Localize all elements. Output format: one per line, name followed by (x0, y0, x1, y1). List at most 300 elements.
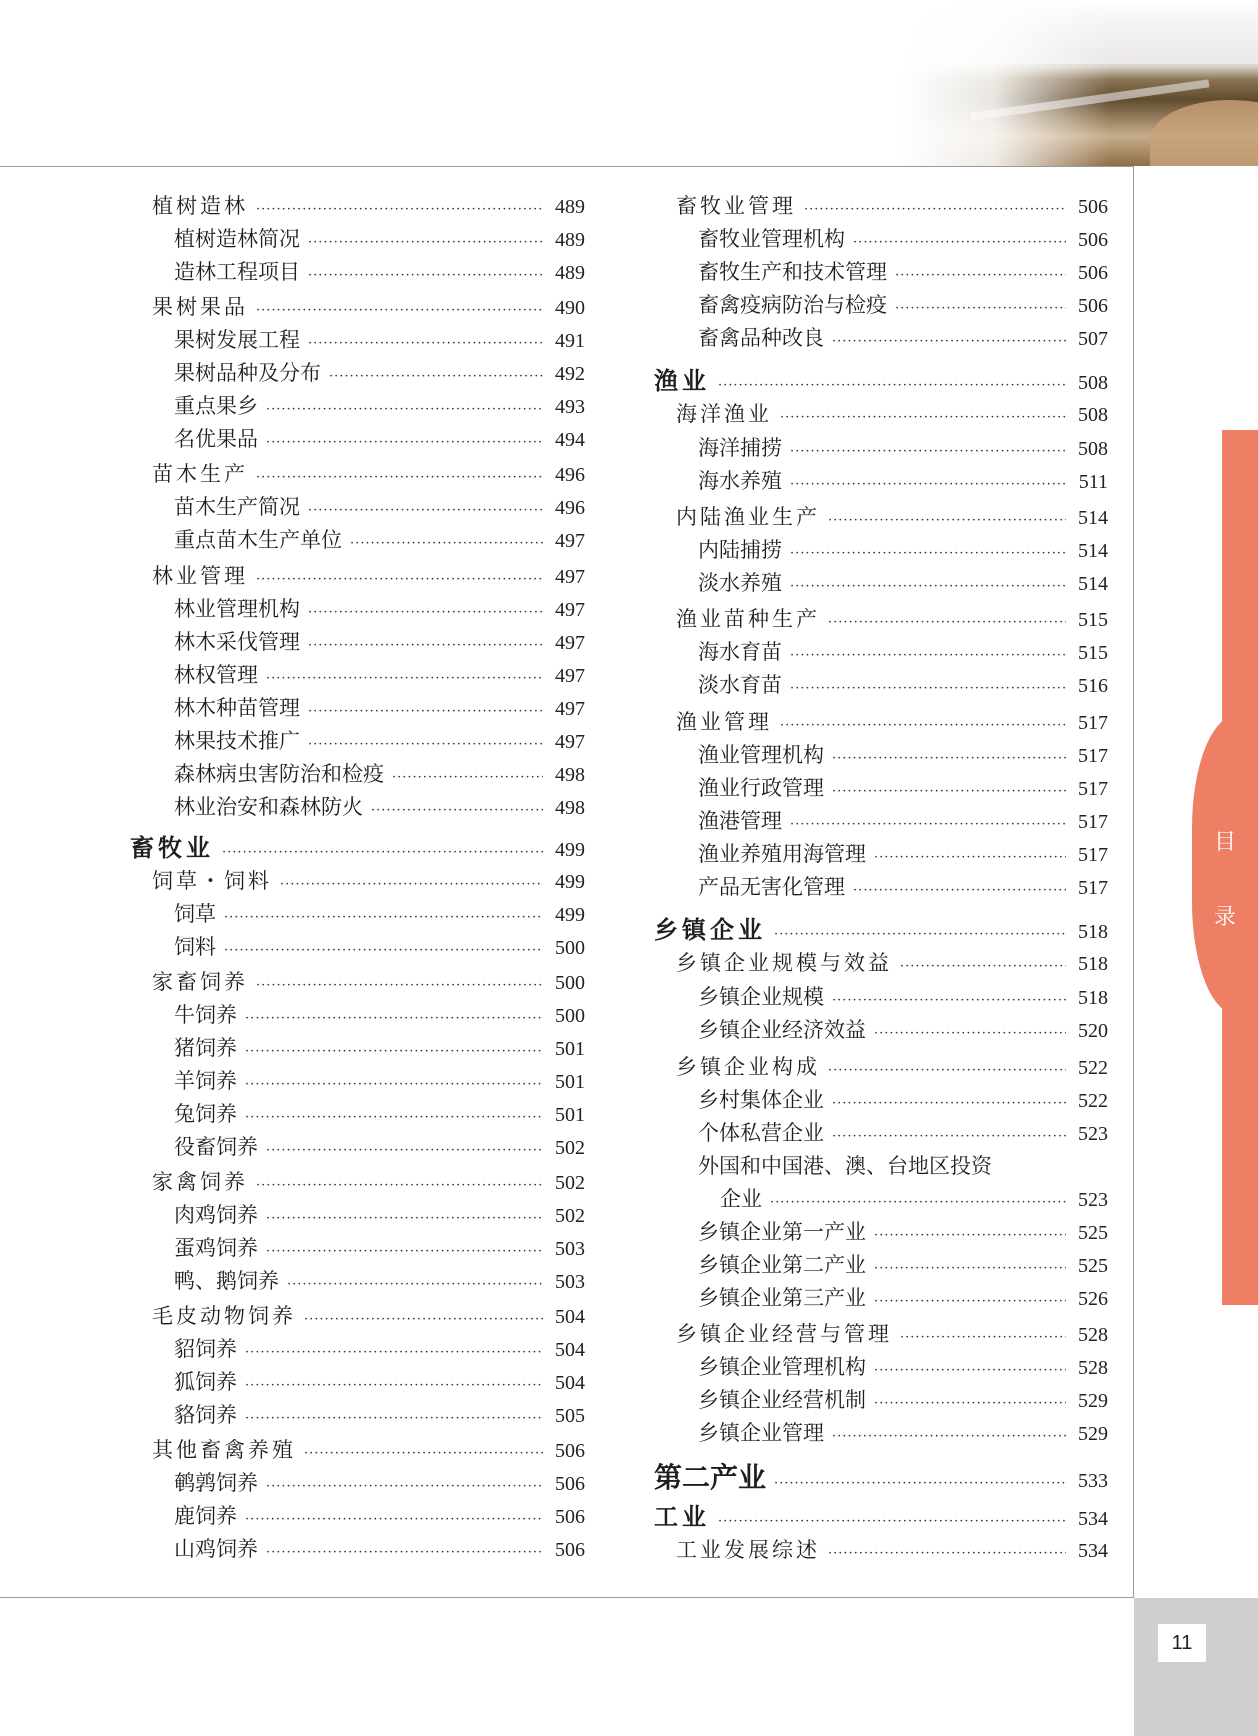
toc-entry-title: 海洋渔业 (676, 402, 772, 426)
toc-entry-page: 514 (1078, 573, 1108, 595)
toc-leader-dots (804, 202, 1066, 217)
toc-entry[interactable] (174, 1333, 585, 1363)
toc-entry[interactable] (174, 491, 585, 521)
toc-entry[interactable] (698, 322, 1108, 352)
toc-leader-dots (308, 235, 543, 250)
toc-leader-dots (874, 1026, 1066, 1041)
toc-leader-dots (304, 1312, 543, 1327)
toc-entry-page: 499 (555, 839, 585, 861)
toc-entry-page: 489 (555, 262, 585, 284)
toc-entry-title: 乡镇企业第二产业 (698, 1253, 866, 1277)
toc-entry-title: 畜牧业管理机构 (698, 227, 845, 251)
toc-entry[interactable] (676, 1318, 1108, 1348)
toc-entry-page: 520 (1078, 1020, 1108, 1042)
toc-leader-dots (329, 369, 543, 384)
toc-entry-page: 506 (555, 1506, 585, 1528)
toc-entry[interactable] (676, 706, 1108, 736)
toc-entry-title: 畜牧业 (130, 833, 214, 862)
toc-entry[interactable] (174, 1265, 585, 1295)
toc-entry-title: 乡镇企业经济效益 (698, 1018, 866, 1042)
toc-entry-title: 乡镇企业经营机制 (698, 1388, 866, 1412)
toc-entry-title: 饲草・饲料 (152, 869, 272, 893)
toc-entry-page: 529 (1078, 1423, 1108, 1445)
toc-leader-dots (895, 301, 1066, 316)
toc-entry-title: 工业发展综述 (676, 1538, 820, 1562)
toc-entry[interactable] (152, 1434, 585, 1464)
toc-entry-title: 企业 (720, 1187, 762, 1211)
toc-entry[interactable] (174, 324, 585, 354)
bottom-rule (0, 1597, 1134, 1598)
toc-leader-dots (308, 503, 543, 518)
toc-leader-dots (832, 1429, 1066, 1444)
toc-entry[interactable] (152, 1300, 585, 1330)
toc-entry-page: 497 (555, 698, 585, 720)
toc-entry-title: 狐饲养 (174, 1370, 237, 1394)
toc-leader-dots (224, 910, 543, 925)
toc-leader-dots (280, 877, 543, 892)
toc-entry-page: 508 (1078, 372, 1108, 394)
toc-leader-dots (266, 1479, 543, 1494)
toc-leader-dots (308, 268, 543, 283)
toc-entry-page: 526 (1078, 1288, 1108, 1310)
toc-entry-title: 外国和中国港、澳、台地区投资 (698, 1154, 992, 1178)
toc-entry[interactable] (676, 501, 1108, 531)
toc-entry-page: 498 (555, 797, 585, 819)
toc-leader-dots (853, 883, 1066, 898)
toc-entry[interactable] (698, 871, 1108, 901)
toc-entry-page: 496 (555, 497, 585, 519)
toc-leader-dots (350, 536, 543, 551)
toc-leader-dots (718, 1514, 1066, 1529)
toc-entry-page: 522 (1078, 1057, 1108, 1079)
toc-entry[interactable] (698, 805, 1108, 835)
toc-leader-dots (874, 850, 1066, 865)
toc-entry-page: 489 (555, 229, 585, 251)
toc-entry-title: 乡镇企业第一产业 (698, 1220, 866, 1244)
toc-entry-title: 渔业养殖用海管理 (698, 842, 866, 866)
toc-entry[interactable] (698, 1216, 1108, 1246)
toc-entry-page: 493 (555, 396, 585, 418)
toc-entry[interactable] (676, 1051, 1108, 1081)
toc-entry[interactable] (698, 1084, 1108, 1114)
toc-entry-page: 525 (1078, 1255, 1108, 1277)
toc-entry-title: 饲草 (174, 902, 216, 926)
toc-entry[interactable] (152, 560, 585, 590)
toc-entry-title: 海水养殖 (698, 469, 782, 493)
toc-entry-page: 515 (1078, 609, 1108, 631)
toc-entry-page: 501 (555, 1104, 585, 1126)
toc-leader-dots (874, 1261, 1066, 1276)
toc-entry-title: 产品无害化管理 (698, 875, 845, 899)
toc-leader-dots (266, 1545, 543, 1560)
toc-entry-page: 506 (1078, 229, 1108, 251)
toc-entry-title: 个体私营企业 (698, 1121, 824, 1145)
toc-leader-dots (245, 1110, 543, 1125)
toc-entry-title: 林木采伐管理 (174, 630, 300, 654)
toc-entry-page: 494 (555, 429, 585, 451)
toc-leader-dots (874, 1294, 1066, 1309)
toc-leader-dots (828, 513, 1066, 528)
toc-leader-dots (770, 1195, 1066, 1210)
toc-entry-title: 林权管理 (174, 663, 258, 687)
toc-entry-title: 役畜饲养 (174, 1135, 258, 1159)
toc-entry-title: 饲料 (174, 935, 216, 959)
toc-entry-title: 苗木生产简况 (174, 495, 300, 519)
toc-entry[interactable] (174, 692, 585, 722)
toc-entry-page: 502 (555, 1205, 585, 1227)
toc-entry-title: 山鸡饲养 (174, 1537, 258, 1561)
toc-entry-title: 渔港管理 (698, 809, 782, 833)
toc-entry-page: 506 (1078, 262, 1108, 284)
toc-leader-dots (222, 845, 543, 860)
toc-entry-page: 534 (1078, 1540, 1108, 1562)
toc-leader-dots (308, 605, 543, 620)
toc-entry[interactable] (174, 1366, 585, 1396)
toc-leader-dots (371, 803, 543, 818)
toc-entry-title: 苗木生产 (152, 462, 248, 486)
toc-entry[interactable] (174, 626, 585, 656)
toc-entry-page: 500 (555, 937, 585, 959)
toc-entry[interactable] (130, 828, 585, 863)
toc-entry-title: 渔业管理 (676, 710, 772, 734)
toc-entry-page: 517 (1078, 778, 1108, 800)
toc-entry-title: 内陆渔业生产 (676, 505, 820, 529)
toc-leader-dots (780, 410, 1066, 425)
toc-entry-page: 518 (1078, 921, 1108, 943)
toc-entry-page: 514 (1078, 507, 1108, 529)
toc-entry[interactable] (698, 669, 1108, 699)
toc-entry-title: 林业治安和森林防火 (174, 795, 363, 819)
toc-leader-dots (266, 1244, 543, 1259)
toc-entry-title: 森林病虫害防治和检疫 (174, 762, 384, 786)
toc-entry[interactable] (174, 223, 585, 253)
toc-entry[interactable] (174, 1467, 585, 1497)
toc-entry[interactable] (698, 838, 1108, 868)
toc-leader-dots (832, 334, 1066, 349)
toc-entry-title: 渔业苗种生产 (676, 607, 820, 631)
toc-entry[interactable] (174, 758, 585, 788)
toc-entry-page: 497 (555, 599, 585, 621)
toc-entry-page: 518 (1078, 987, 1108, 1009)
toc-entry-title: 貂饲养 (174, 1337, 237, 1361)
toc-entry-page: 498 (555, 764, 585, 786)
side-tab-char-1: 目 (1213, 830, 1236, 855)
header-landscape-photo (900, 0, 1258, 166)
toc-entry-title: 鹌鹑饲养 (174, 1471, 258, 1495)
toc-entry-title: 乡镇企业 (654, 915, 766, 944)
toc-entry-title: 肉鸡饲养 (174, 1203, 258, 1227)
toc-entry[interactable] (698, 1351, 1108, 1381)
toc-entry-page: 499 (555, 871, 585, 893)
toc-leader-dots (266, 671, 543, 686)
toc-entry-title: 植树造林 (152, 194, 248, 218)
toc-entry-title: 重点苗木生产单位 (174, 528, 342, 552)
toc-leader-dots (266, 402, 543, 417)
toc-entry-title: 鹿饲养 (174, 1504, 237, 1528)
toc-entry[interactable] (654, 910, 1108, 945)
toc-leader-dots (308, 737, 543, 752)
toc-entry-title: 乡镇企业管理机构 (698, 1355, 866, 1379)
toc-entry[interactable] (152, 190, 585, 220)
toc-entry[interactable] (654, 361, 1108, 396)
toc-entry-page: 497 (555, 566, 585, 588)
toc-leader-dots (832, 993, 1066, 1008)
toc-leader-dots (774, 1476, 1066, 1491)
toc-entry-page: 508 (1078, 438, 1108, 460)
toc-leader-dots (256, 303, 543, 318)
toc-entry[interactable] (174, 524, 585, 554)
toc-entry-title: 畜禽疫病防治与检疫 (698, 293, 887, 317)
toc-leader-dots (895, 268, 1066, 283)
toc-entry-title: 猪饲养 (174, 1036, 237, 1060)
toc-entry-page: 499 (555, 904, 585, 926)
toc-entry-page: 506 (1078, 295, 1108, 317)
toc-entry-title: 乡镇企业规模 (698, 985, 824, 1009)
toc-entry[interactable] (174, 1065, 585, 1095)
toc-entry[interactable] (720, 1183, 1108, 1213)
toc-leader-dots (874, 1228, 1066, 1243)
toc-leader-dots (245, 1044, 543, 1059)
toc-leader-dots (832, 751, 1066, 766)
toc-entry-page: 492 (555, 363, 585, 385)
toc-leader-dots (287, 1277, 543, 1292)
toc-entry-title: 畜牧生产和技术管理 (698, 260, 887, 284)
toc-leader-dots (308, 638, 543, 653)
toc-entry-page: 523 (1078, 1189, 1108, 1211)
toc-entry[interactable] (152, 291, 585, 321)
toc-entry-title: 乡村集体企业 (698, 1088, 824, 1112)
toc-entry[interactable] (698, 1249, 1108, 1279)
toc-entry-title: 渔业管理机构 (698, 743, 824, 767)
toc-entry-page: 515 (1078, 642, 1108, 664)
toc-entry-title: 乡镇企业管理 (698, 1421, 824, 1445)
toc-entry-title: 林果技术推广 (174, 729, 300, 753)
toc-entry-page: 517 (1078, 844, 1108, 866)
toc-entry[interactable] (152, 1166, 585, 1196)
toc-leader-dots (256, 572, 543, 587)
toc-entry-title: 名优果品 (174, 427, 258, 451)
toc-entry[interactable] (174, 1131, 585, 1161)
toc-entry[interactable] (698, 534, 1108, 564)
toc-entry-page: 500 (555, 1005, 585, 1027)
toc-entry[interactable] (676, 190, 1108, 220)
toc-entry[interactable] (174, 725, 585, 755)
toc-entry[interactable] (676, 398, 1108, 428)
toc-entry[interactable] (174, 390, 585, 420)
toc-leader-dots (832, 1129, 1066, 1144)
toc-entry-title: 林业管理机构 (174, 597, 300, 621)
toc-entry-page: 528 (1078, 1357, 1108, 1379)
toc-entry-page: 497 (555, 731, 585, 753)
toc-entry[interactable] (698, 465, 1108, 495)
toc-entry-page: 501 (555, 1038, 585, 1060)
toc-entry[interactable] (698, 981, 1108, 1011)
toc-entry-page: 517 (1078, 877, 1108, 899)
toc-entry-page: 491 (555, 330, 585, 352)
toc-entry-title: 鸭、鹅饲养 (174, 1269, 279, 1293)
toc-entry[interactable] (174, 898, 585, 928)
toc-entry[interactable] (174, 1098, 585, 1128)
toc-entry-title: 果树品种及分布 (174, 361, 321, 385)
toc-entry-page: 496 (555, 464, 585, 486)
toc-entry[interactable] (698, 256, 1108, 286)
side-tab-char-2: 录 (1213, 905, 1236, 930)
toc-entry-title: 乡镇企业构成 (676, 1055, 820, 1079)
toc-entry-page: 528 (1078, 1324, 1108, 1346)
toc-entry-page: 506 (1078, 196, 1108, 218)
toc-entry-title: 其他畜禽养殖 (152, 1438, 296, 1462)
toc-entry[interactable] (174, 1199, 585, 1229)
toc-entry-title: 重点果乡 (174, 394, 258, 418)
toc-entry[interactable] (152, 966, 585, 996)
toc-entry[interactable] (698, 567, 1108, 597)
toc-entry-title: 植树造林简况 (174, 227, 300, 251)
toc-leader-dots (874, 1396, 1066, 1411)
toc-entry[interactable] (698, 1014, 1108, 1044)
toc-entry-title: 造林工程项目 (174, 260, 300, 284)
toc-entry-page: 506 (555, 1539, 585, 1561)
toc-entry[interactable] (698, 1117, 1108, 1147)
toc-leader-dots (245, 1512, 543, 1527)
toc-entry-title: 畜牧业管理 (676, 194, 796, 218)
toc-entry[interactable] (152, 865, 585, 895)
toc-entry[interactable] (654, 1497, 1108, 1532)
toc-entry[interactable] (174, 1533, 585, 1563)
toc-entry[interactable] (654, 1456, 1108, 1496)
toc-entry-page: 507 (1078, 328, 1108, 350)
toc-leader-dots (790, 579, 1066, 594)
toc-leader-dots (266, 435, 543, 450)
toc-leader-dots (900, 959, 1066, 974)
toc-entry-page: 502 (555, 1172, 585, 1194)
toc-entry[interactable] (174, 1232, 585, 1262)
toc-entry[interactable] (698, 739, 1108, 769)
toc-leader-dots (266, 1211, 543, 1226)
toc-leader-dots (828, 615, 1066, 630)
toc-entry-page: 517 (1078, 712, 1108, 734)
toc-leader-dots (245, 1378, 543, 1393)
toc-entry[interactable] (676, 947, 1108, 977)
toc-entry[interactable] (174, 423, 585, 453)
toc-entry-title: 畜禽品种改良 (698, 326, 824, 350)
toc-leader-dots (774, 927, 1066, 942)
toc-entry-title: 乡镇企业第三产业 (698, 1286, 866, 1310)
toc-leader-dots (304, 1446, 543, 1461)
toc-entry-title: 兔饲养 (174, 1102, 237, 1126)
toc-leader-dots (853, 235, 1066, 250)
toc-entry-page: 514 (1078, 540, 1108, 562)
toc-entry-page: 504 (555, 1339, 585, 1361)
toc-entry[interactable] (174, 1399, 585, 1429)
toc-entry[interactable] (174, 593, 585, 623)
toc-leader-dots (790, 546, 1066, 561)
toc-entry-page: 511 (1078, 471, 1108, 493)
toc-leader-dots (256, 978, 543, 993)
toc-leader-dots (245, 1077, 543, 1092)
toc-entry-title: 貉饲养 (174, 1403, 237, 1427)
page-number: 11 (1158, 1624, 1206, 1662)
toc-entry[interactable] (698, 636, 1108, 666)
toc-entry-page: 517 (1078, 745, 1108, 767)
toc-entry-title: 家禽饲养 (152, 1170, 248, 1194)
toc-entry[interactable] (174, 357, 585, 387)
toc-entry-page: 504 (555, 1372, 585, 1394)
toc-entry[interactable] (676, 603, 1108, 633)
toc-leader-dots (900, 1330, 1066, 1345)
toc-entry[interactable] (174, 1032, 585, 1062)
toc-entry-page: 505 (555, 1405, 585, 1427)
toc-entry-title: 淡水养殖 (698, 571, 782, 595)
toc-entry[interactable] (698, 1384, 1108, 1414)
toc-entry[interactable] (698, 1150, 1108, 1180)
toc-entry-title: 海洋捕捞 (698, 436, 782, 460)
toc-entry-page: 497 (555, 632, 585, 654)
toc-entry-page: 502 (555, 1137, 585, 1159)
toc-leader-dots (308, 336, 543, 351)
toc-entry-page: 497 (555, 530, 585, 552)
toc-leader-dots (832, 784, 1066, 799)
toc-leader-dots (780, 718, 1066, 733)
toc-entry[interactable] (698, 772, 1108, 802)
toc-entry[interactable] (698, 223, 1108, 253)
toc-entry-page: 518 (1078, 953, 1108, 975)
toc-entry-title: 羊饲养 (174, 1069, 237, 1093)
toc-leader-dots (245, 1345, 543, 1360)
toc-entry[interactable] (174, 791, 585, 821)
toc-entry[interactable] (174, 999, 585, 1029)
toc-leader-dots (308, 704, 543, 719)
toc-entry-page: 508 (1078, 404, 1108, 426)
toc-entry-title: 牛饲养 (174, 1003, 237, 1027)
toc-entry-page: 525 (1078, 1222, 1108, 1244)
toc-entry[interactable] (698, 432, 1108, 462)
toc-entry-page: 503 (555, 1271, 585, 1293)
toc-leader-dots (256, 470, 543, 485)
toc-leader-dots (832, 1096, 1066, 1111)
toc-leader-dots (256, 202, 543, 217)
toc-entry-title: 乡镇企业规模与效益 (676, 951, 892, 975)
toc-entry-page: 506 (555, 1473, 585, 1495)
toc-entry-page: 533 (1078, 1470, 1108, 1492)
toc-entry[interactable] (174, 1500, 585, 1530)
toc-entry-page: 501 (555, 1071, 585, 1093)
toc-entry-title: 林业管理 (152, 564, 248, 588)
toc-entry[interactable] (698, 1282, 1108, 1312)
toc-entry[interactable] (698, 1417, 1108, 1447)
toc-entry-title: 淡水育苗 (698, 673, 782, 697)
toc-entry-title: 蛋鸡饲养 (174, 1236, 258, 1260)
toc-leader-dots (874, 1363, 1066, 1378)
toc-entry[interactable] (698, 289, 1108, 319)
toc-entry-title: 家畜饲养 (152, 970, 248, 994)
toc-leader-dots (790, 444, 1066, 459)
toc-entry[interactable] (152, 458, 585, 488)
toc-entry-page: 504 (555, 1306, 585, 1328)
toc-entry-page: 489 (555, 196, 585, 218)
toc-entry[interactable] (174, 256, 585, 286)
toc-leader-dots (224, 943, 543, 958)
toc-entry-title: 渔业 (654, 366, 710, 395)
toc-entry-title: 果树发展工程 (174, 328, 300, 352)
toc-entry[interactable] (676, 1534, 1108, 1564)
top-rule (0, 166, 1134, 167)
toc-entry[interactable] (174, 659, 585, 689)
toc-leader-dots (790, 648, 1066, 663)
toc-entry[interactable] (174, 931, 585, 961)
toc-entry-title: 工业 (654, 1502, 710, 1531)
toc-leader-dots (790, 681, 1066, 696)
toc-entry-page: 529 (1078, 1390, 1108, 1412)
